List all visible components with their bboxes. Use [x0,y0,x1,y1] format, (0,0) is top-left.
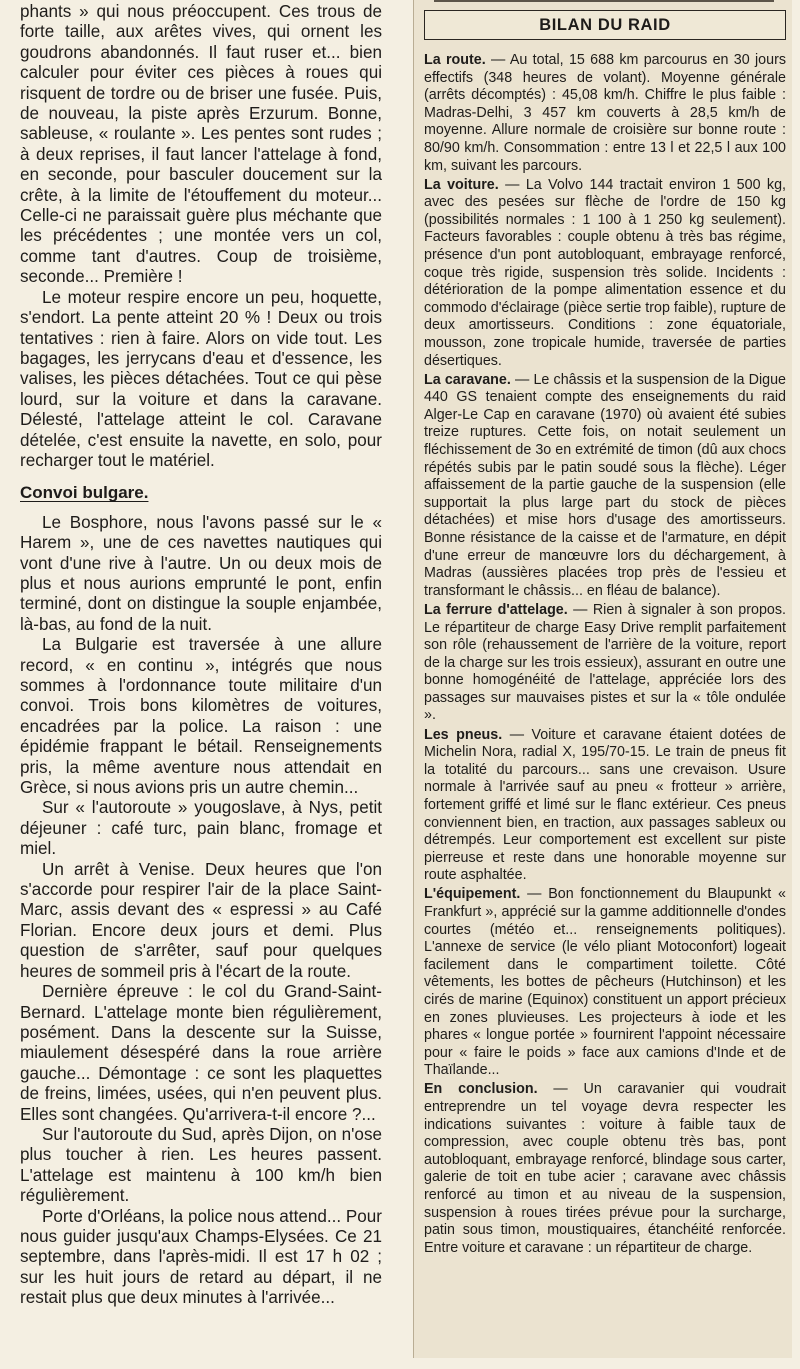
article-paragraph: Sur « l'autoroute » yougoslave, à Nys, petit déjeuner : café turc, pain blanc, fromage et miel. [20,798,382,859]
bilan-section [424,1081,786,1257]
top-divider [434,0,774,5]
bilan-section-text: — Bon fonctionnement du Blaupunkt « Frankfurt », apprécié sur la gamme additionnelle d'ondes courtes (météo et... renseignements politiques). L'annexe de service (le vélo pliant Motoconfort) logeait facilement dans le compartiment toilette. Côté vêtements, les bottes de pêcheurs (Hutchinson) et les cirés de marine (Equinox) constituent un apport précieux en zones pluvieuses. Les projecteurs à iode et les phares « longue portée » fournirent l'appoint nécessaire pour « faire le poids » face aux camions d'Inde et de Thaïlande... [424,886,786,1079]
bilan-section [424,52,786,175]
bilan-section [424,602,786,725]
bilan-section-text: — La Volvo 144 tractait environ 1 500 kg, avec des pesées sur flèche de l'ordre de 150 kg (possibilités normales : 1 100 à 1 250 kg seulement). Facteurs favorables : couple obtenu à très bas régime, présence d'un pont autobloquant, embrayage renforcé, coque très rigide, suspension très solide. Incidents : détérioration de la pompe alimentation essence et du commodo d'éclairage (pièce sertie trop faible), rupture de deux amortisseurs. Conditions : zone équatoriale, mousson, zone tropicale humide, traversée de parties désertiques. [424,176,787,369]
article-paragraph: Sur l'autoroute du Sud, après Dijon, on n'ose plus toucher à rien. Les heures passent. L'attelage est maintenu à 100 km/h bien régulièrement. [20,1124,382,1206]
bilan-section-text: — Le châssis et la suspension de la Digue 440 GS tenaient compte des enseignements du raid Alger-Le Cap en caravane (1970) où avaient été subies treize ruptures. Cette fois, on notait seulement un fléchissement de 3o en extrémité de timon (dû aux chocs répétés subis par le patin soudé sous la flèche). Léger affaissement de la partie gauche de la suspension (elle supportait la plus large part du stock de pièces détachées) et mise hors d'usage des amortisseurs. Bonne résistance de la caisse et de l'armature, en dépit d'une erreur de manœuvre lors du déchargement, à Madras (aussières placées trop près de l'essieu et transformant le châssis... en fléau de balance). [424,371,787,599]
article-paragraph: Le Bosphore, nous l'avons passé sur le « Harem », une de ces navettes nautiques qui vont d'une rive à l'autre. Un ou deux mois de plus et nous aurions emprunté le pont, enfin terminé, dont on distingue la souple enjambée, là-bas, au fond de la nuit. [20,512,382,634]
article-paragraph: phants » qui nous préoccupent. Ces trous de forte taille, aux arêtes vives, qui ornent les goudrons abandonnés. Il faut ruser et... bien calculer pour éviter ces pièces à roues qui risquent de tordre ou de briser une fusée. Puis, de nouveau, la piste après Erzurum. Bonne, sableuse, « roulante ». Les pentes sont rudes ; à deux reprises, il faut lancer l'attelage à fond, en seconde, pour basculer doucement sur la crête, à la limite de l'étouffement du moteur... Celle-ci ne paraissait guère plus méchante que les précédentes ; une montée vers un col, comme tant d'autres. Coup de troisième, seconde... Première ! [20,2,382,287]
bilan-section-text: — Rien à signaler à son propos. Le répartiteur de charge Easy Drive remplit parfaitement son rôle (rehaussement de l'arrière de la voiture, report de la charge sur les trois essieux), assurant en outre une bonne homogénéité de l'attelage, appréciée lors des passages sur mauvaises pistes et sur la « tôle ondulée ». [424,601,786,724]
article-left-column [20,2,382,1309]
bilan-section-heading: En conclusion. [424,1081,538,1098]
article-paragraph: La Bulgarie est traversée à une allure record, « en continu », intégrés que nous sommes à l'ordonnance toute militaire d'un convoi. Trois bons kilomètres de voitures, encadrées par la police. La raison : une épidémie frappant le bétail. Renseignements pris, la même aventure nous attendait en Grèce, si nous avions pris un autre chemin... [20,635,382,798]
bilan-title: BILAN DU RAID [424,10,786,40]
bilan-section-heading: L'équipement. [424,886,521,903]
bilan-section-heading: La route. [424,52,486,68]
article-paragraph: Dernière épreuve : le col du Grand-Saint-Bernard. L'attelage monte bien régulièrement, posément. Dans la descente sur la Suisse, miaulement désespéré dans la roue arrière gauche... Démontage : ce sont les plaquettes de freins, limées, usées, qui n'en peuvent plus. Elles sont changées. Qu'arrivera-t-il encore ?... [20,982,382,1124]
article-paragraph: Porte d'Orléans, la police nous attend... Pour nous guider jusqu'aux Champs-Elysées. Ce 21 septembre, dans l'après-midi. Il est 17 h 02 ; sur les huit jours de retard au départ, il ne restait plus que deux minutes à l'arrivée... [20,1206,382,1308]
article-paragraph: Un arrêt à Venise. Deux heures que l'on s'accorde pour respirer l'air de la place Saint-Marc, assis devant des « espressi » au Café Florian. Encore deux jours et demi. Plus question de s'arrêter, sauf pour quelques heures de sommeil pris à l'écart de la route. [20,859,382,981]
bilan-section-text: — Un caravanier qui voudrait entreprendre un tel voyage devra respecter les indications suivantes : voiture à faible taux de compression, avec couple obtenu très bas, pont autobloquant, embrayage renforcé, blindage sous carter, galerie de toit en tube acier ; caravane avec châssis renforcé au timon et au niveau de la suspension, suspension à roues tirées prévue pour la surcharge, patin sous timon, moustiquaires, étanchéité renforcée. Entre voiture et caravane : un répartiteur de charge. [424,1081,786,1256]
bilan-section [424,727,786,885]
bilan-section-text: — Voiture et caravane étaient dotées de Michelin Nora, radial X, 195/70-15. Le train de pneus fit la totalité du parcours... sans une crevaison. Usure normale à l'arrivée sauf au pneu « frotteur » arrière, fortement griffé et limé sur le flanc extérieur. Ces pneus conviennent bien, en traction, aux passages sableux ou détrempés. Leur comportement est excellent sur piste pierreuse et reste dans une honorable moyenne sur route asphaltée. [424,726,786,884]
bilan-section [424,372,786,601]
bilan-section-text: — Au total, 15 688 km parcourus en 30 jours effectifs (348 heures de volant). Moyenne générale (arrêts décomptés) : 45,08 km/h. Chiffre le plus faible : Madras-Delhi, 3 457 km couverts à 28,5 km/h de moyenne. Allure normale de croisière sur bonne route : 80/90 km/h. Consommation : entre 13 l et 22,5 l aux 100 km, suivant les parcours. [424,52,786,174]
bilan-section-heading: La ferrure d'attelage. [424,601,568,618]
bilan-section [424,886,786,1080]
bilan-section-heading: La voiture. [424,176,499,193]
bilan-section-heading: La caravane. [424,371,511,388]
bilan-section-heading: Les pneus. [424,726,503,743]
bilan-section [424,177,786,371]
article-paragraph: Le moteur respire encore un peu, hoquette, s'endort. La pente atteint 20 % ! Deux ou trois tentatives : rien à faire. Alors on vide tout. Les bagages, les jerrycans d'eau et d'essence, les valises, les pièces détachées. Tout ce qui pèse lourd, sur la voiture et dans la caravane. Délesté, l'attelage atteint le col. Caravane dételée, c'est ensuite la navette, en solo, pour recharger tout le matériel. [20,287,382,470]
bilan-sidebar [413,0,792,1358]
bilan-body [424,52,786,1259]
section-subheading: Convoi bulgare. [20,483,149,503]
